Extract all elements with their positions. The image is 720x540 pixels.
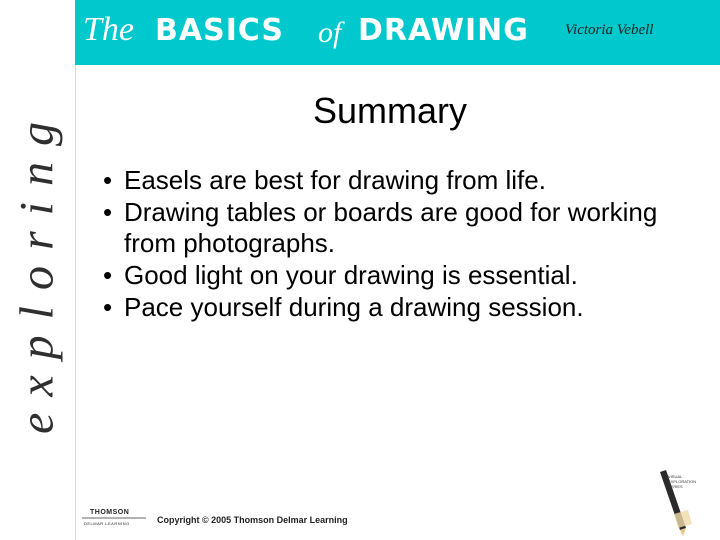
header-author: Victoria Vebell bbox=[565, 22, 654, 38]
publisher-sub: DELMAR LEARNING bbox=[84, 521, 130, 526]
badge-line: SERIES bbox=[668, 484, 683, 489]
slide-title: Summary bbox=[312, 90, 468, 131]
header-banner bbox=[75, 0, 720, 65]
header-of: of bbox=[318, 16, 342, 49]
badge-line: VISUAL bbox=[668, 474, 683, 479]
bullet-list bbox=[103, 165, 703, 324]
bullet-marker: • bbox=[103, 197, 113, 227]
bullet-marker: • bbox=[103, 260, 113, 290]
bullet-item bbox=[103, 292, 703, 323]
bullet-text: Pace yourself during a drawing session. bbox=[124, 292, 584, 322]
header-drawing: DRAWING bbox=[358, 13, 529, 48]
bullet-text: Drawing tables or boards are good for working from photographs. bbox=[124, 197, 658, 258]
header-basics: BASICS bbox=[155, 13, 285, 48]
bullet-item bbox=[103, 197, 703, 259]
bullet-marker: • bbox=[103, 292, 113, 322]
series-badge bbox=[668, 474, 708, 489]
bullet-marker: • bbox=[103, 165, 113, 195]
sidebar-word: exploring bbox=[10, 106, 64, 434]
badge-line: EXPLORATION bbox=[668, 479, 697, 484]
copyright-text: Copyright © 2005 Thomson Delmar Learning bbox=[157, 515, 348, 525]
bullet-item bbox=[103, 260, 703, 291]
bullet-item bbox=[103, 165, 703, 196]
bullet-text: Good light on your drawing is essential. bbox=[124, 260, 578, 290]
publisher-name: THOMSON bbox=[90, 509, 130, 516]
bullet-text: Easels are best for drawing from life. bbox=[124, 165, 546, 195]
sidebar bbox=[0, 0, 76, 540]
header-the: The bbox=[83, 11, 134, 48]
